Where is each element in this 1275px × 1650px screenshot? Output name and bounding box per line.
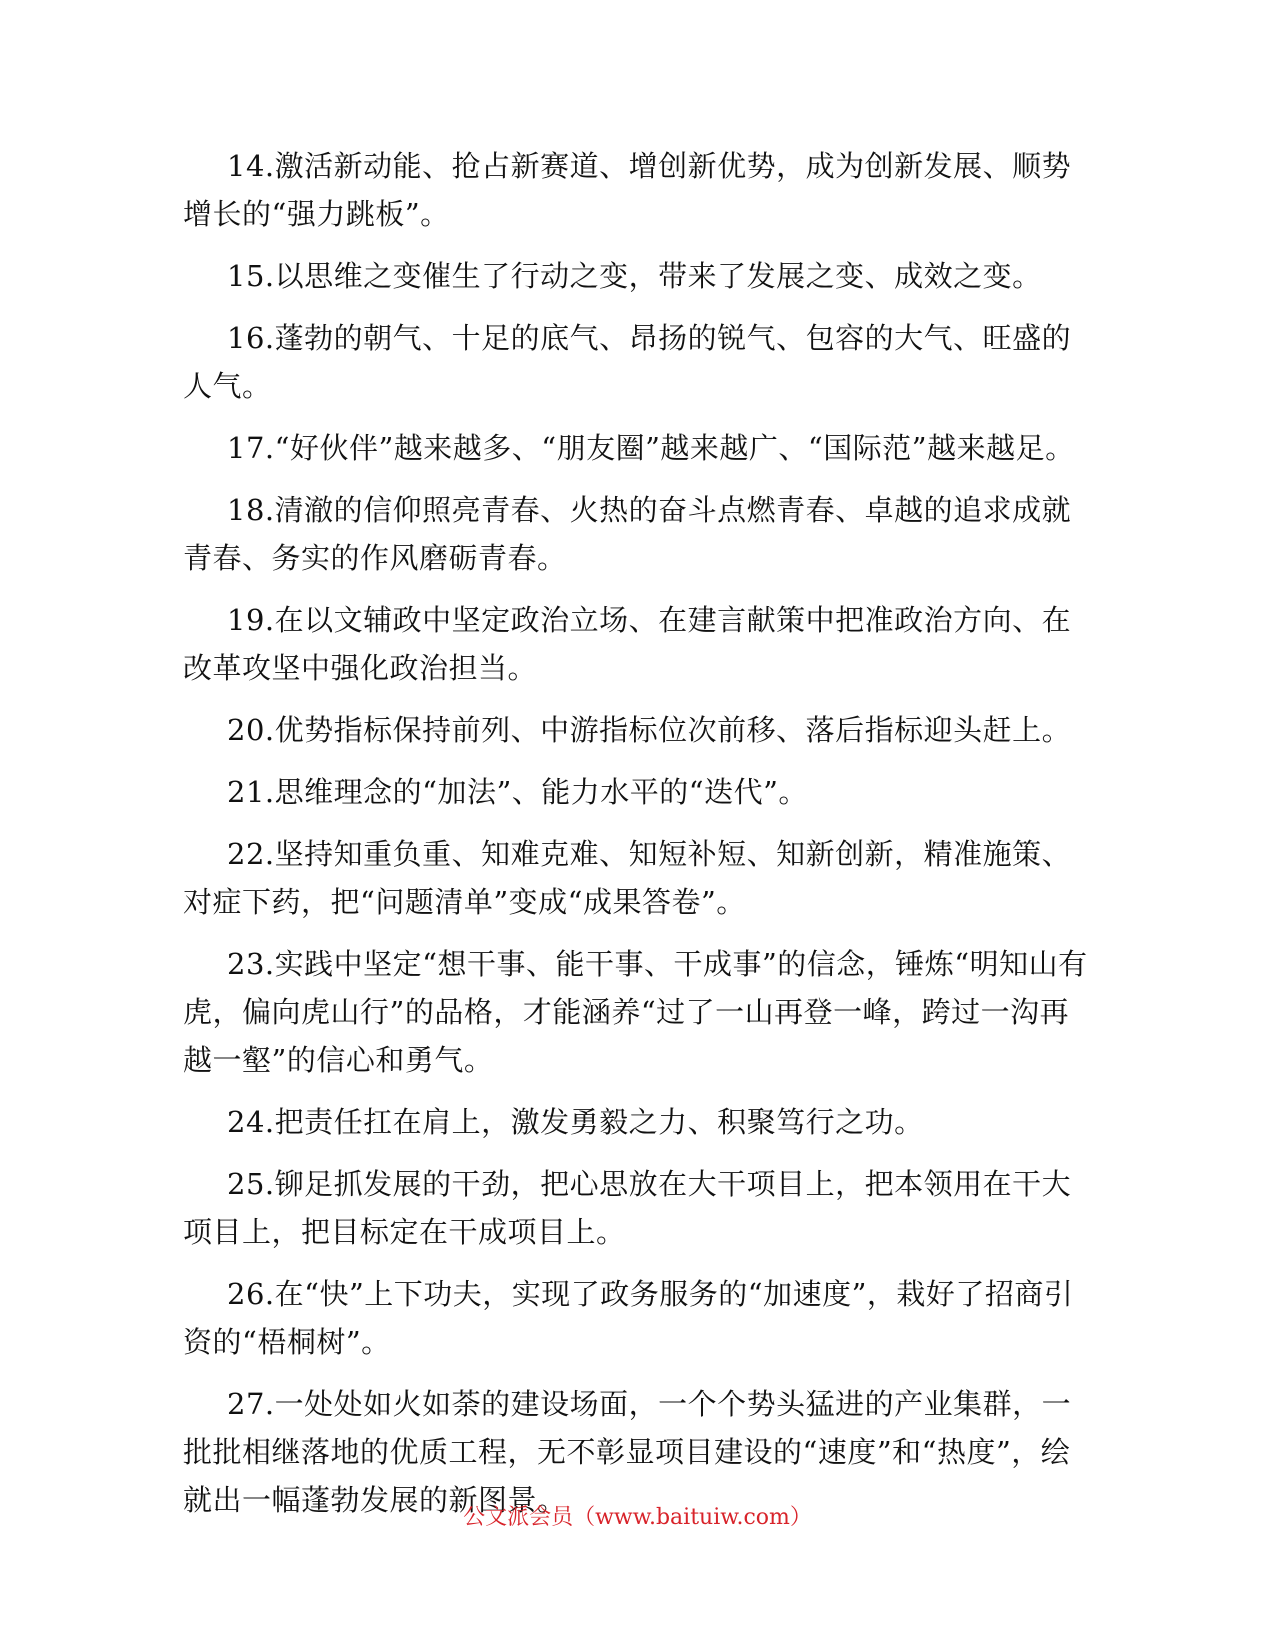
paragraph-20: 20.优势指标保持前列、中游指标位次前移、落后指标迎头赶上。 [227,713,1072,747]
paragraph-19: 19.在以文辅政中坚定政治立场、在建言献策中把准政治方向、在改革攻坚中强化政治担当。 [183,603,1072,685]
paragraph-27: 27.一处处如火如荼的建设场面，一个个势头猛进的产业集群，一批批相继落地的优质工程，无不彰显项目建设的“速度”和“热度”，绘就出一幅蓬勃发展的新图景。 [183,1387,1072,1517]
paragraph-26: 26.在“快”上下功夫，实现了政务服务的“加速度”，栽好了招商引资的“梧桐树”。 [183,1277,1074,1359]
paragraph-18: 18.清澈的信仰照亮青春、火热的奋斗点燃青春、卓越的追求成就青春、务实的作风磨砺青春。 [183,493,1072,575]
paragraph-16: 16.蓬勃的朝气、十足的底气、昂扬的锐气、包容的大气、旺盛的人气。 [183,321,1072,403]
paragraph-17: 17.“好伙伴”越来越多、“朋友圈”越来越广、“国际范”越来越足。 [227,431,1075,465]
paragraph-15: 15.以思维之变催生了行动之变，带来了发展之变、成效之变。 [227,259,1042,293]
paragraph-23: 23.实践中坚定“想干事、能干事、干成事”的信念，锤炼“明知山有虎，偏向虎山行”的品格，才能涵养“过了一山再登一峰，跨过一沟再越一壑”的信心和勇气。 [183,947,1088,1077]
footer-watermark-link[interactable]: 公文派会员（www.baituiw.com） [463,1505,812,1530]
paragraph-25: 25.铆足抓发展的干劲，把心思放在大干项目上，把本领用在干大项目上，把目标定在干成项目上。 [183,1167,1072,1249]
paragraph-21: 21.思维理念的“加法”、能力水平的“迭代”。 [227,775,808,809]
paragraph-14: 14.激活新动能、抢占新赛道、增创新优势，成为创新发展、顺势增长的“强力跳板”。 [183,149,1072,231]
paragraph-24: 24.把责任扛在肩上，激发勇毅之力、积聚笃行之功。 [227,1105,924,1139]
paragraph-22: 22.坚持知重负重、知难克难、知短补短、知新创新，精准施策、对症下药，把“问题清单”变成“成果答卷”。 [183,837,1072,919]
document-body [183,142,1088,1538]
